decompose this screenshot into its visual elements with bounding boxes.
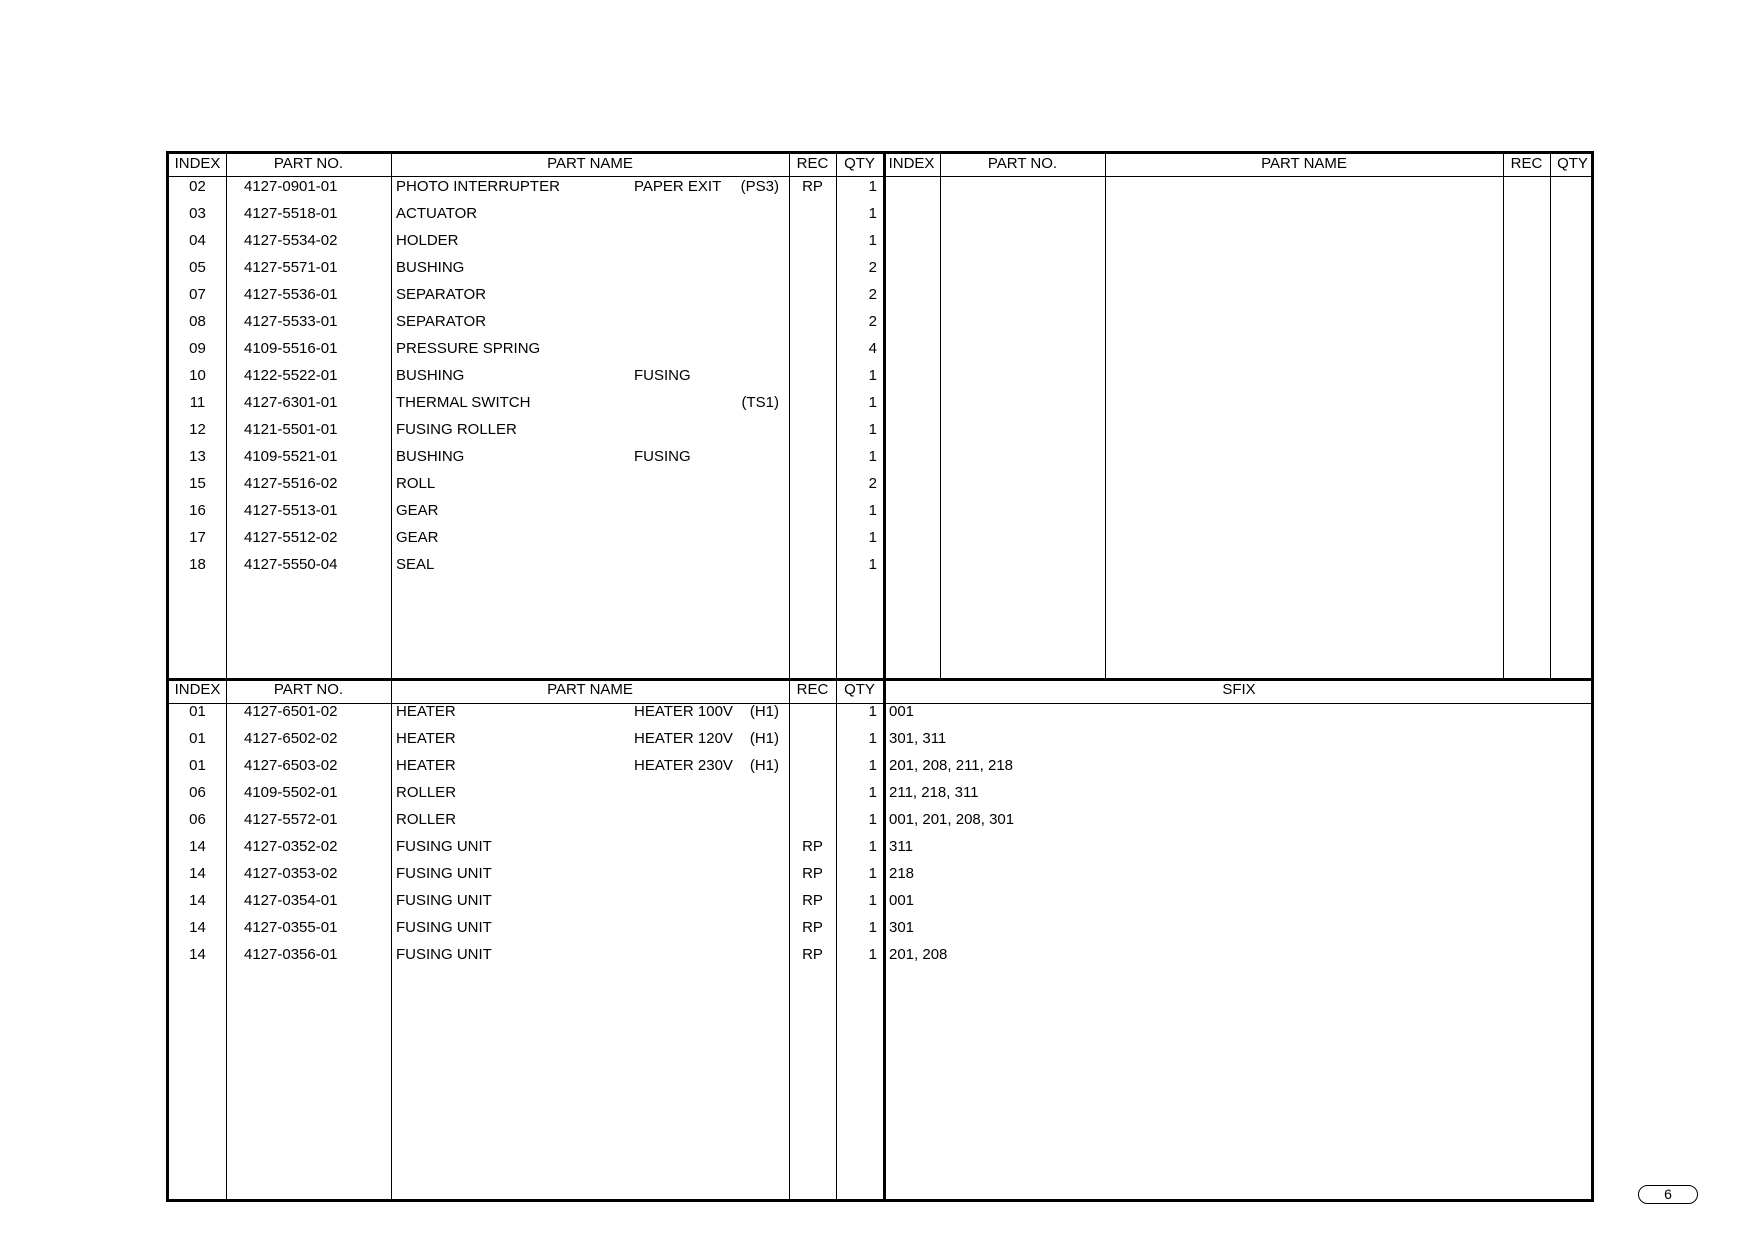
row-part-name: PHOTO INTERRUPTER [396, 178, 560, 195]
row-qty: 1 [868, 367, 877, 384]
col-divider [1503, 154, 1504, 678]
row-part-no: 4127-5550-04 [244, 556, 338, 573]
row-sfix: 001, 201, 208, 301 [889, 811, 1015, 828]
row-part-name: ROLLER [396, 811, 457, 828]
row-index: 06 [189, 784, 206, 801]
row-qty: 1 [868, 421, 877, 438]
row-qty: 1 [868, 892, 877, 909]
row-part-name: FUSING UNIT [396, 865, 492, 882]
header-underline [169, 703, 1591, 704]
row-code: (H1) [749, 703, 779, 720]
row-qty: 1 [868, 838, 877, 855]
row-index: 01 [189, 757, 206, 774]
row-qty: 1 [868, 703, 877, 720]
row-index: 01 [189, 703, 206, 720]
row-description: HEATER 100V [634, 703, 733, 720]
row-part-no: 4127-0353-02 [244, 865, 338, 882]
row-index: 09 [189, 340, 206, 357]
row-qty: 1 [868, 394, 877, 411]
row-part-no: 4121-5501-01 [244, 421, 338, 438]
row-part-no: 4127-5518-01 [244, 205, 338, 222]
row-description: PAPER EXIT [634, 178, 722, 195]
row-rec: RP [802, 892, 823, 909]
row-code: (H1) [749, 730, 779, 747]
row-qty: 1 [868, 232, 877, 249]
col-divider [1550, 154, 1551, 678]
header-part-name: PART NAME [547, 681, 633, 698]
header-underline [169, 176, 1591, 177]
row-part-name: SEAL [396, 556, 435, 573]
row-code: (H1) [749, 757, 779, 774]
row-qty: 1 [868, 448, 877, 465]
row-part-no: 4127-5512-02 [244, 529, 338, 546]
row-code: (TS1) [741, 394, 779, 411]
row-part-no: 4127-0354-01 [244, 892, 338, 909]
row-rec: RP [802, 178, 823, 195]
row-sfix: 311 [889, 838, 913, 855]
row-part-no: 4127-5516-02 [244, 475, 338, 492]
row-qty: 2 [868, 259, 877, 276]
row-index: 08 [189, 313, 206, 330]
row-part-no: 4127-0352-02 [244, 838, 338, 855]
row-part-name: ROLLER [396, 784, 457, 801]
row-qty: 1 [868, 529, 877, 546]
row-sfix: 001 [889, 703, 915, 720]
row-part-no: 4127-5572-01 [244, 811, 338, 828]
row-part-name: HEATER [396, 703, 456, 720]
header-rec: REC [796, 155, 829, 172]
row-part-name: GEAR [396, 502, 439, 519]
header-part-no: PART NO. [273, 155, 344, 172]
row-part-name: FUSING UNIT [396, 892, 492, 909]
row-index: 10 [189, 367, 206, 384]
row-sfix: 201, 208 [889, 946, 948, 963]
row-code: (PS3) [740, 178, 779, 195]
row-sfix: 301 [889, 919, 915, 936]
row-qty: 1 [868, 178, 877, 195]
parts-list-frame [166, 151, 1594, 1202]
col-divider [226, 154, 227, 1199]
row-index: 15 [189, 475, 206, 492]
row-part-no: 4127-5571-01 [244, 259, 338, 276]
page-number-badge: 6 [1638, 1185, 1698, 1204]
row-sfix: 218 [889, 865, 915, 882]
col-divider [836, 154, 837, 1199]
header-rec: REC [1510, 155, 1543, 172]
row-index: 02 [189, 178, 206, 195]
row-index: 04 [189, 232, 206, 249]
row-description: HEATER 230V [634, 757, 733, 774]
row-part-name: ACTUATOR [396, 205, 478, 222]
row-index: 14 [189, 919, 206, 936]
row-part-name: SEPARATOR [396, 286, 487, 303]
row-qty: 1 [868, 784, 877, 801]
row-qty: 1 [868, 865, 877, 882]
row-part-name: FUSING UNIT [396, 946, 492, 963]
row-index: 17 [189, 529, 206, 546]
row-part-name: SEPARATOR [396, 313, 487, 330]
row-index: 07 [189, 286, 206, 303]
row-index: 18 [189, 556, 206, 573]
row-description: FUSING [634, 448, 691, 465]
row-sfix: 211, 218, 311 [889, 784, 979, 801]
row-index: 01 [189, 730, 206, 747]
header-index: INDEX [888, 155, 935, 172]
header-index: INDEX [174, 155, 221, 172]
row-qty: 1 [868, 946, 877, 963]
row-part-no: 4109-5521-01 [244, 448, 338, 465]
row-description: FUSING [634, 367, 691, 384]
row-part-name: HEATER [396, 757, 456, 774]
row-index: 14 [189, 865, 206, 882]
row-part-name: BUSHING [396, 259, 465, 276]
header-qty: QTY [1557, 155, 1588, 172]
row-part-name: THERMAL SWITCH [396, 394, 531, 411]
row-part-no: 4127-6503-02 [244, 757, 338, 774]
row-index: 16 [189, 502, 206, 519]
header-part-name: PART NAME [1261, 155, 1347, 172]
row-qty: 1 [868, 757, 877, 774]
center-divider [883, 154, 886, 1199]
header-part-no: PART NO. [273, 681, 344, 698]
row-sfix: 001 [889, 892, 915, 909]
row-rec: RP [802, 919, 823, 936]
col-divider [391, 154, 392, 1199]
header-rec: REC [796, 681, 829, 698]
row-rec: RP [802, 946, 823, 963]
col-divider [789, 154, 790, 1199]
row-part-no: 4109-5516-01 [244, 340, 338, 357]
col-divider [1105, 154, 1106, 678]
row-index: 14 [189, 892, 206, 909]
row-qty: 1 [868, 556, 877, 573]
header-qty: QTY [844, 681, 875, 698]
row-part-no: 4127-0356-01 [244, 946, 338, 963]
row-part-name: GEAR [396, 529, 439, 546]
row-qty: 1 [868, 730, 877, 747]
row-index: 11 [189, 394, 206, 411]
row-part-no: 4127-6502-02 [244, 730, 338, 747]
row-part-name: HOLDER [396, 232, 459, 249]
row-part-name: PRESSURE SPRING [396, 340, 541, 357]
header-part-name: PART NAME [547, 155, 633, 172]
row-part-name: FUSING UNIT [396, 838, 492, 855]
row-qty: 4 [868, 340, 877, 357]
row-part-no: 4127-6301-01 [244, 394, 338, 411]
row-index: 14 [189, 838, 206, 855]
header-index: INDEX [174, 681, 221, 698]
row-part-name: FUSING UNIT [396, 919, 492, 936]
row-qty: 2 [868, 475, 877, 492]
row-sfix: 301, 311 [889, 730, 947, 747]
row-part-no: 4122-5522-01 [244, 367, 338, 384]
row-index: 12 [189, 421, 206, 438]
row-sfix: 201, 208, 211, 218 [889, 757, 1013, 774]
row-index: 13 [189, 448, 206, 465]
row-qty: 1 [868, 205, 877, 222]
row-qty: 2 [868, 313, 877, 330]
row-qty: 1 [868, 502, 877, 519]
row-part-no: 4127-0901-01 [244, 178, 338, 195]
col-divider [940, 154, 941, 678]
header-part-no: PART NO. [987, 155, 1058, 172]
row-part-no: 4109-5502-01 [244, 784, 338, 801]
row-part-name: BUSHING [396, 367, 465, 384]
row-part-name: BUSHING [396, 448, 465, 465]
row-qty: 2 [868, 286, 877, 303]
row-part-no: 4127-0355-01 [244, 919, 338, 936]
header-qty: QTY [844, 155, 875, 172]
row-qty: 1 [868, 919, 877, 936]
row-part-name: FUSING ROLLER [396, 421, 517, 438]
row-index: 14 [189, 946, 206, 963]
row-rec: RP [802, 838, 823, 855]
row-part-name: HEATER [396, 730, 456, 747]
row-part-name: ROLL [396, 475, 436, 492]
row-part-no: 4127-5513-01 [244, 502, 338, 519]
header-sfix: SFIX [1222, 681, 1256, 698]
row-index: 03 [189, 205, 206, 222]
row-part-no: 4127-5534-02 [244, 232, 338, 249]
row-index: 05 [189, 259, 206, 276]
row-rec: RP [802, 865, 823, 882]
row-index: 06 [189, 811, 206, 828]
row-description: HEATER 120V [634, 730, 733, 747]
row-qty: 1 [868, 811, 877, 828]
row-part-no: 4127-5536-01 [244, 286, 338, 303]
row-part-no: 4127-5533-01 [244, 313, 338, 330]
row-part-no: 4127-6501-02 [244, 703, 338, 720]
